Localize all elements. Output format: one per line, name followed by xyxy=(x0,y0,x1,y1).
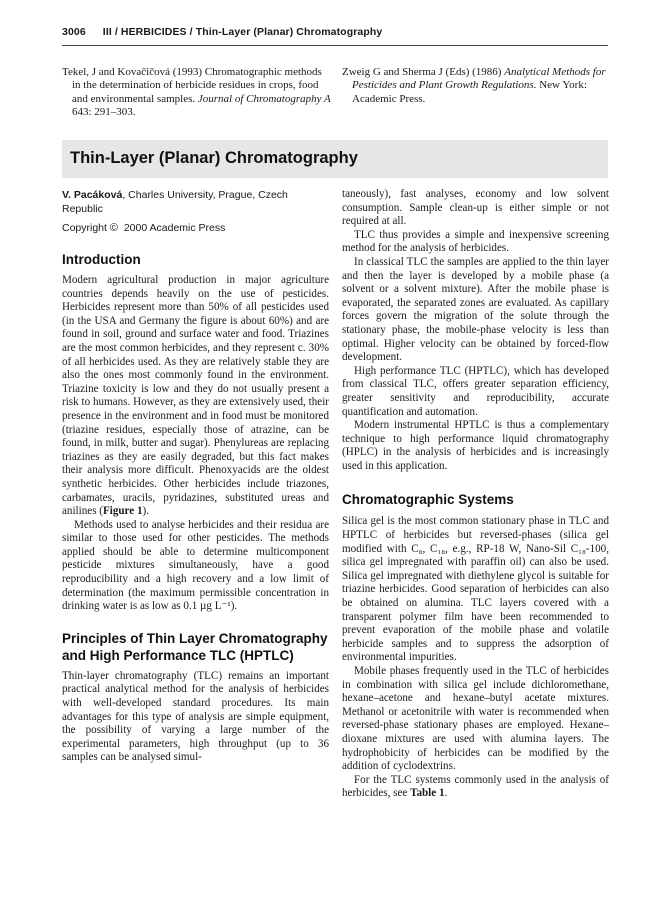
right-column xyxy=(342,188,609,801)
left-column xyxy=(62,188,329,765)
paragraph: taneously), fast analyses, economy and low solvent consumption. Sample clean-up is either simple or not required at all. xyxy=(342,188,609,228)
reference-entry xyxy=(342,66,612,106)
header-rule xyxy=(62,45,608,46)
article-title-banner xyxy=(62,140,608,178)
copyright-symbol: © xyxy=(109,222,118,234)
section-heading-principles: Principles of Thin Layer Chromatography and High Performance TLC (HPTLC) xyxy=(62,630,328,663)
page-number: 3006 xyxy=(62,26,86,38)
paragraph: High performance TLC (HPTLC), which has developed from classical TLC, offers greater separation efficiency, greater sensitivity and reproducibility, accurate quantification and automation. xyxy=(342,364,609,418)
author-affiliation: , Charles University, Prague, Czech Republic xyxy=(62,189,288,215)
section-heading-introduction: Introduction xyxy=(62,252,141,267)
reference-authors: Zweig G and Sherma J (Eds) (1986) xyxy=(342,66,502,78)
section-heading-systems: Chromatographic Systems xyxy=(342,492,514,508)
paragraph: Silica gel is the most common stationary phase in TLC and HPTLC of herbicides but reversed-phases (silica gel modified with C₈, C₁₈, e.g., RP-18 W, Nano-Sil C₁₈-100, silica gel impregnated with paraffin oil) can also be used. Silica gel impregnated with diethylene glycol is suitable for triazine herbicides. Good separation of herbicides can also be obtained on alumina. TLC layers covered with a transparent polymer film have been recommended to prevent evaporation of the mobile phase and volatile herbicide samples and to suppress the adsorption of environmental impurities. xyxy=(342,515,609,664)
reference-list-left xyxy=(62,66,332,120)
reference-details: New York: Academic Press. xyxy=(352,79,587,105)
table-reference[interactable]: Table 1 xyxy=(410,787,445,800)
copyright-line xyxy=(62,222,329,234)
paragraph: Modern instrumental HPTLC is thus a complementary technique to high performance liquid chromatography (HPLC) in the analysis of herbicides and is increasingly used in this application. xyxy=(342,419,609,472)
reference-list-right xyxy=(342,66,612,106)
copyright-label: Copyright xyxy=(62,222,107,234)
reference-authors: Tekel, J and Kovačičová (1993) Chromatographic methods in the determination of herbicide residues in crops, food and environmental samples. xyxy=(62,66,322,105)
paragraph: Modern agricultural production in major agriculture countries depends heavily on the use of pesticides. Herbicides represent more than 50% of all pesticides used (in the USA and Germany the figure is about 60%) and are found in soil, ground and surface water and food. Triazines are the most common herbicides, and they represent c. 30% of all herbicides used. As they are relatively stable they are also the ones most commonly found in the environment. Triazine toxicity is low and they do not usually present a risk to humans. However, as they are extensively used, their presence in the environment and in food must be monitored (triazine residues, especially those of atrazine, can be found, in milk, butter and sugar). Phenylureas are replacing triazines as they are easily degraded, but this fact makes their analysis more difficult. Phenoxyacids are the oldest synthetic herbicides. Other herbicides include triazones, carbamates, uracils, pyridazines, substituted ureas and anilines (Figure 1). xyxy=(62,274,329,518)
author-name: V. Pacáková xyxy=(62,189,123,201)
paragraph: In classical TLC the samples are applied to the thin layer and then the layer is developed by a mobile phase (a solvent or a solvent mixture). After the mobile phase is evaporated, the separated zones are evaluated. As capillary forces govern the migration of the solute through the stationary phase, the mobile-phase velocity is less than optimal. Higher velocity can be obtained by forced-flow development. xyxy=(342,255,609,364)
running-header xyxy=(62,26,610,38)
reference-entry xyxy=(62,66,332,120)
paragraph: TLC thus provides a simple and inexpensive screening method for the analysis of herbicides. xyxy=(342,228,609,255)
paragraph: For the TLC systems commonly used in the analysis of herbicides, see Table 1. xyxy=(342,773,609,800)
article-title: Thin-Layer (Planar) Chromatography xyxy=(70,149,358,167)
paragraph: Methods used to analyse herbicides and their residua are similar to those used for other pesticides. The methods applied should be able to determine multicomponent pesticide mixtures simultaneously, have a good reproducibility and a high recovery and a low limit of determination (the maximum permissible concentration in drinking water is as low as 0.1 µg L⁻¹). xyxy=(62,518,329,613)
author-line xyxy=(62,188,329,216)
paragraph: Mobile phases frequently used in the TLC of herbicides in combination with silica gel include dichloromethane, hexane–acetone and hexane–butyl acetate mixtures. Methanol or acetonitrile with water is recommended when reversed-phase stationary phases are employed. Hexane–dioxane mixtures are used with alumina layers. The hydrophobicity of herbicides can be modified by the addition of cyclodextrins. xyxy=(342,665,609,773)
reference-journal: Journal of Chromatography A xyxy=(197,92,331,105)
running-title: III / HERBICIDES / Thin-Layer (Planar) Chromatography xyxy=(102,26,383,38)
paragraph: Thin-layer chromatography (TLC) remains an important practical analytical method for the analysis of herbicides with well-developed standard procedures. Its main advantages for this type of analysis are simple equipment, the possibility of varying a large number of the experimental parameters, high throughput (up to 36 samples can be analysed simul- xyxy=(62,669,329,764)
figure-reference[interactable]: Figure 1 xyxy=(102,505,143,518)
reference-details: 643: 291–303. xyxy=(72,106,136,119)
copyright-text: 2000 Academic Press xyxy=(123,222,226,234)
reference-title: Analytical Methods for Pesticides and Plant Growth Regulations. xyxy=(352,66,606,92)
